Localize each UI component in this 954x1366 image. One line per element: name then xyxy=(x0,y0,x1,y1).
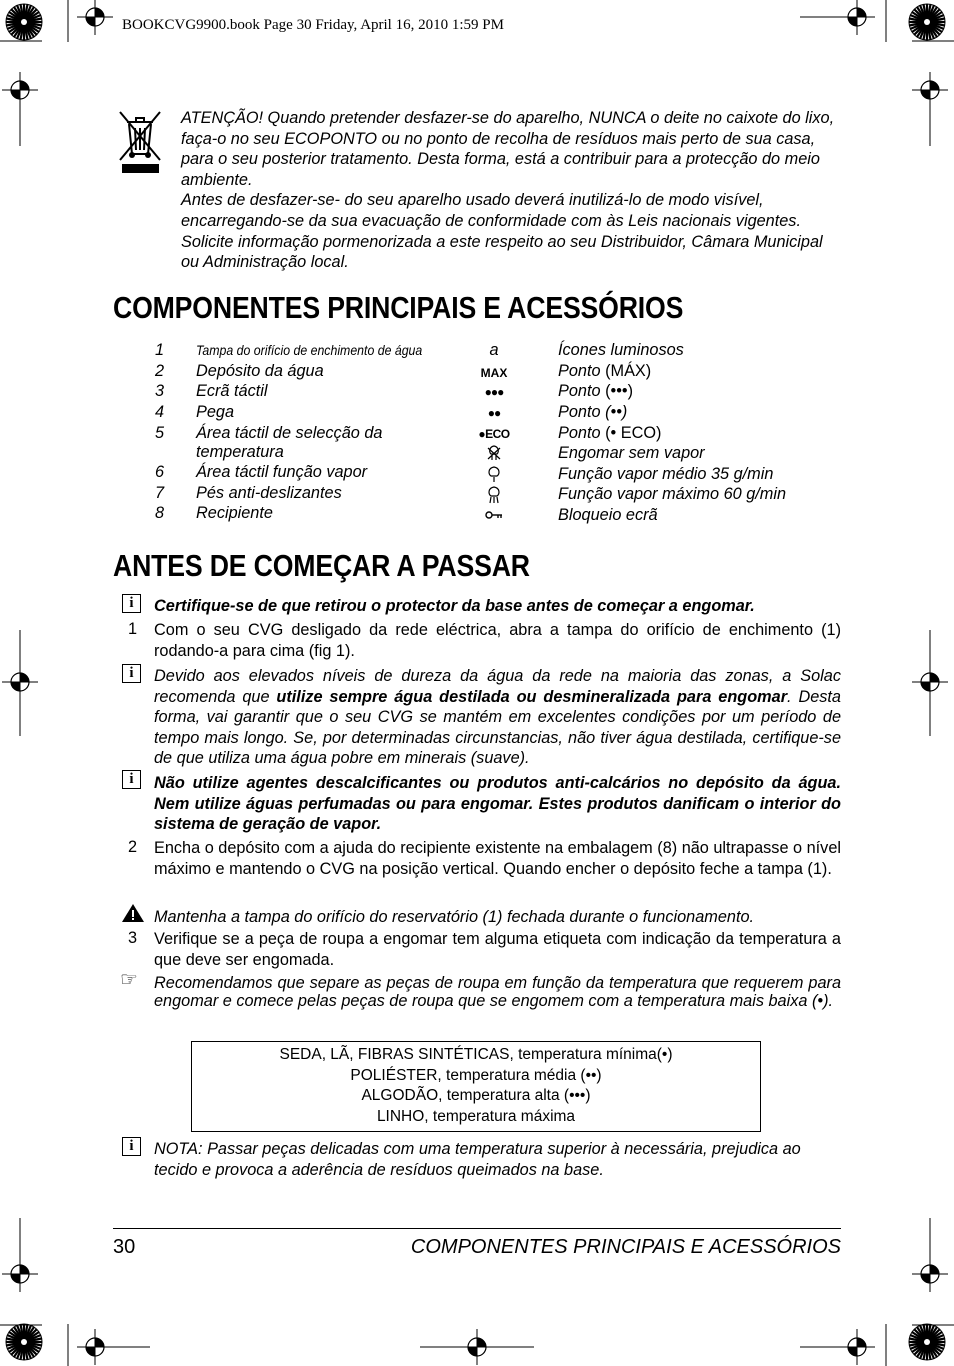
step-text: Encha o depósito com a ajuda do recipiente existente na embalagem (8) não ultrapasse o nível máximo e mantendo o CVG na posição vertical. Quando encher o depósito feche a tampa (1). xyxy=(154,839,841,878)
temperature-table-row: SEDA, LÃ, FIBRAS SINTÉTICAS, temperatura mínima(•) xyxy=(279,1046,673,1063)
before-ironing-heading: ANTES DE COMEÇAR A PASSAR xyxy=(113,548,530,583)
component-number: 7 xyxy=(155,484,165,502)
crossed-bin-icon xyxy=(117,108,163,174)
component-description xyxy=(558,362,651,381)
disposal-notice-text: ATENÇÃO! Quando pretender desfazer-se do aparelho, NUNCA o deite no caixote do lixo, faça-o no seu ECOPONTO ou no ponto de recolha de resíduos mais perto de sua casa, para o seu posterior tratamento. Desta forma, está a contribuir para a protecção do meio ambiente. xyxy=(181,109,835,189)
info-icon: i xyxy=(122,1137,141,1156)
component-name: Pés anti-deslizantes xyxy=(196,484,342,502)
pointing-hand-icon: ☞ xyxy=(120,969,138,991)
temperature-table-row: POLIÉSTER, temperatura média (••) xyxy=(350,1066,602,1084)
component-description: Função vapor médio 35 g/min xyxy=(558,465,774,483)
file-info-header: BOOKCVG9900.book Page 30 Friday, April 16, 2010 1:59 PM xyxy=(122,17,504,33)
component-description-value: (MÁX) xyxy=(600,362,652,380)
step-number: 1 xyxy=(128,620,138,638)
info-icon: i xyxy=(122,594,141,613)
page-number: 30 xyxy=(113,1236,136,1258)
component-description: Ícones luminosos xyxy=(558,341,684,359)
component-description-label: Ponto xyxy=(558,362,601,380)
component-name: Recipiente xyxy=(196,504,273,522)
tip-text: Recomendamos que separe as peças de roupa em função da temperatura que requerem para engomar e comece pelas peças de roupa que se engomem com a temperatura mais baixa (•). xyxy=(154,974,841,1011)
two-dots-icon: ●● xyxy=(487,406,501,420)
max-icon: MAX xyxy=(480,366,508,380)
no-steam-icon xyxy=(485,444,503,462)
note-text: Não utilize agentes descalcificantes ou produtos anti-calcários no depósito da água. Nem utilize águas perfumadas ou para engomar. Estes produtos danificam o interior do sistema de geração de vapor. xyxy=(154,774,841,834)
temperature-table xyxy=(191,1041,761,1132)
components-heading: COMPONENTES PRINCIPAIS E ACESSÓRIOS xyxy=(113,290,684,325)
footer-title: COMPONENTES PRINCIPAIS E ACESSÓRIOS xyxy=(410,1236,841,1258)
component-description: Função vapor máximo 60 g/min xyxy=(558,485,787,503)
note-text-part: . Desta forma, vai garantir que o seu CVG se mantém em excelentes condições por um período de tempo mais longo. Se, por determinadas circunstancias, não tiver água destilada, certifique-se de que utiliza uma água pobre em minerais (suave). xyxy=(154,687,841,768)
step-number: 2 xyxy=(128,838,138,856)
dot-eco-icon: ●ECO xyxy=(478,427,510,441)
component-name: Ecrã táctil xyxy=(196,382,268,400)
note-text: Certifique-se de que retirou o protector da base antes de começar a engomar. xyxy=(154,597,755,615)
component-name: Área táctil de selecção da temperatura xyxy=(196,424,383,461)
component-description-label: Ponto xyxy=(558,382,601,400)
component-description-label: Ponto xyxy=(558,424,601,442)
component-name: Área táctil função vapor xyxy=(196,463,368,481)
component-icon-letter: a xyxy=(489,341,499,359)
info-icon: i xyxy=(122,664,141,683)
disposal-notice xyxy=(181,108,841,273)
component-number: 3 xyxy=(155,382,165,400)
component-number: 5 xyxy=(155,424,165,442)
max-steam-icon xyxy=(485,485,503,505)
info-icon: i xyxy=(122,770,141,789)
note-text xyxy=(154,666,841,769)
component-number: 6 xyxy=(155,463,165,481)
note-text: NOTA: Passar peças delicadas com uma temperatura superior à necessária, prejudica ao tecido e provoca a aderência de resíduos queimados na base. xyxy=(154,1140,801,1179)
warning-icon xyxy=(121,903,145,923)
component-description: Bloqueio ecrã xyxy=(558,506,658,524)
note-text-emphasis: utilize sempre água destilada ou desmineralizada para engomar xyxy=(276,687,788,706)
component-description-value: (• ECO) xyxy=(600,424,662,442)
three-dots-icon: ●●● xyxy=(484,385,504,399)
temperature-table-row: LINHO, temperatura máxima xyxy=(376,1107,576,1125)
component-number: 1 xyxy=(155,341,165,359)
component-description: Ponto (••) xyxy=(558,403,628,421)
component-number: 2 xyxy=(155,362,165,380)
step-text: Com o seu CVG desligado da rede eléctrica, abra a tampa do orifício de enchimento (1) rodando-a para cima (fig 1). xyxy=(154,621,841,660)
component-number: 8 xyxy=(155,504,165,522)
warning-text: Mantenha a tampa do orifício do reservatório (1) fechada durante o funcionamento. xyxy=(154,908,755,926)
footer-divider xyxy=(113,1228,841,1229)
medium-steam-icon xyxy=(485,465,503,483)
component-description: Engomar sem vapor xyxy=(558,444,705,462)
step-text: Verifique se a peça de roupa a engomar tem alguma etiqueta com indicação da temperatura a que deve ser engomada. xyxy=(154,930,841,969)
note-text-part: Devido aos elevados níveis de dureza da água da rede na maioria das zonas, a Solac recomenda que xyxy=(154,667,841,706)
disposal-notice-text-2: Antes de desfazer-se- do seu aparelho usado deverá inutilizá-lo de modo visível, encarregando-se da sua evacuação de conformidade com às Leis nacionais vigentes. Solicite informação pormenorizada a este respeito ao seu Distribuidor, Câmara Municipal ou Administração local. xyxy=(181,191,823,272)
component-description-value: (•••) xyxy=(600,382,634,400)
component-name: Depósito da água xyxy=(196,362,324,380)
component-name: Pega xyxy=(196,403,235,421)
step-number: 3 xyxy=(128,929,138,947)
temperature-table-row: ALGODÃO, temperatura alta (•••) xyxy=(361,1087,591,1104)
component-number: 4 xyxy=(155,403,165,421)
component-name: Tampa do orifício de enchimento de água xyxy=(196,342,423,358)
component-description xyxy=(558,424,661,443)
component-description xyxy=(558,382,633,401)
key-lock-icon xyxy=(485,509,503,521)
